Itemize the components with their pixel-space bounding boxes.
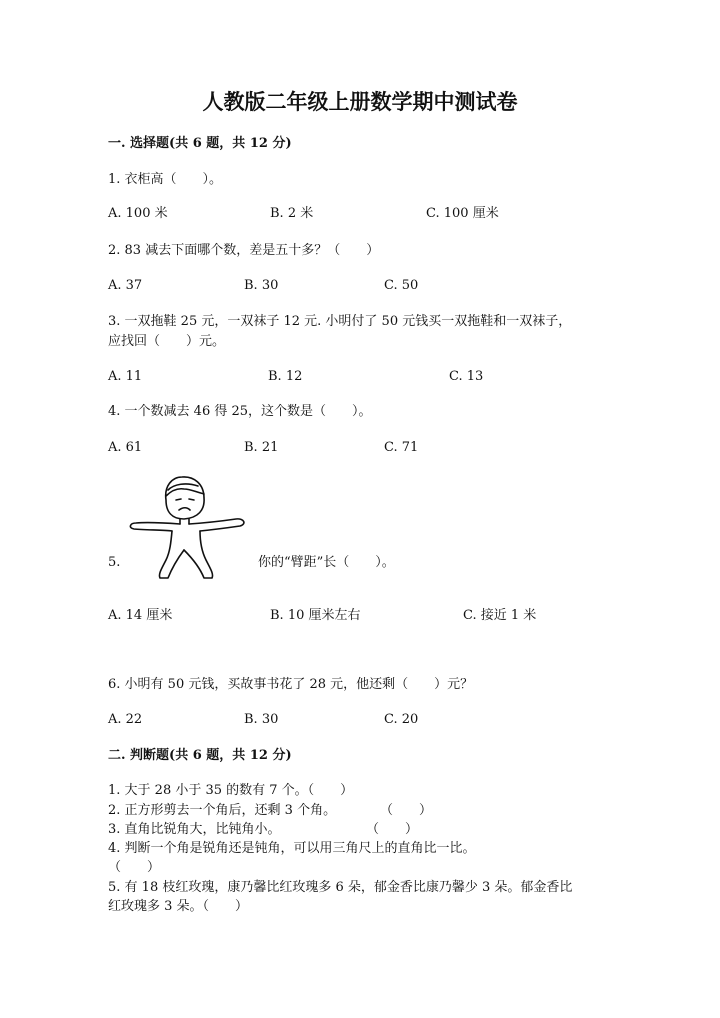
- tf4-paren: （ ）: [108, 860, 161, 875]
- q3-option-a: A. 11: [108, 369, 143, 384]
- tf5-text-line1: 5. 有 18 枝红玫瑰，康乃馨比红玫瑰多 6 朵，郁金香比康乃馨少 3 朵。郁金香比: [108, 880, 573, 895]
- q5-option-c: C. 接近 1 米: [463, 608, 537, 623]
- q4-option-a: A. 61: [108, 440, 143, 455]
- q1-option-a: A. 100 米: [108, 206, 168, 221]
- q1-option-c: C. 100 厘米: [426, 206, 499, 221]
- q5-option-a: A. 14 厘米: [108, 608, 173, 623]
- section2-heading: 二. 判断题(共 6 题，共 12 分): [108, 748, 292, 763]
- q3-stem-line1: 3. 一双拖鞋 25 元，一双袜子 12 元. 小明付了 50 元钱买一双拖鞋和一双袜子，: [108, 314, 572, 329]
- q6-option-b: B. 30: [244, 712, 279, 727]
- tf3-paren: （ ）: [366, 822, 419, 837]
- q4-stem: 4. 一个数减去 46 得 25，这个数是（ ）。: [108, 404, 372, 419]
- q6-stem: 6. 小明有 50 元钱，买故事书花了 28 元，他还剩（ ）元？: [108, 677, 474, 692]
- q2-option-a: A. 37: [108, 278, 143, 293]
- q3-stem-line2: 应找回（ ）元。: [108, 334, 226, 349]
- section1-heading: 一. 选择题(共 6 题，共 12 分): [108, 136, 292, 151]
- q1-option-b: B. 2 米: [270, 206, 314, 221]
- q5-stem: 你的“臂距”长（ ）。: [258, 555, 395, 570]
- tf2-text: 2. 正方形剪去一个角后，还剩 3 个角。: [108, 803, 337, 818]
- tf1-text: 1. 大于 28 小于 35 的数有 7 个。（ ）: [108, 783, 354, 798]
- q3-option-c: C. 13: [449, 369, 484, 384]
- q2-option-c: C. 50: [384, 278, 419, 293]
- page-title: 人教版二年级上册数学期中测试卷: [202, 89, 518, 114]
- tf5-text-line2: 红玫瑰多 3 朵。（ ）: [108, 899, 249, 914]
- q2-option-b: B. 30: [244, 278, 279, 293]
- tf3-text: 3. 直角比锐角大，比钝角小。: [108, 822, 281, 837]
- q3-option-b: B. 12: [268, 369, 303, 384]
- q2-stem: 2. 83 减去下面哪个数，差是五十多？（ ）: [108, 243, 380, 258]
- q6-option-a: A. 22: [108, 712, 143, 727]
- tf4-text: 4. 判断一个角是锐角还是钝角，可以用三角尺上的直角比一比。: [108, 841, 476, 856]
- q6-option-c: C. 20: [384, 712, 419, 727]
- tf2-paren: （ ）: [380, 803, 433, 818]
- q4-option-b: B. 21: [244, 440, 279, 455]
- q4-option-c: C. 71: [384, 440, 419, 455]
- q5-number: 5.: [108, 555, 121, 570]
- arm-span-figure: [126, 472, 250, 582]
- q1-stem: 1. 衣柜高（ ）。: [108, 172, 223, 187]
- q5-option-b: B. 10 厘米左右: [270, 608, 361, 623]
